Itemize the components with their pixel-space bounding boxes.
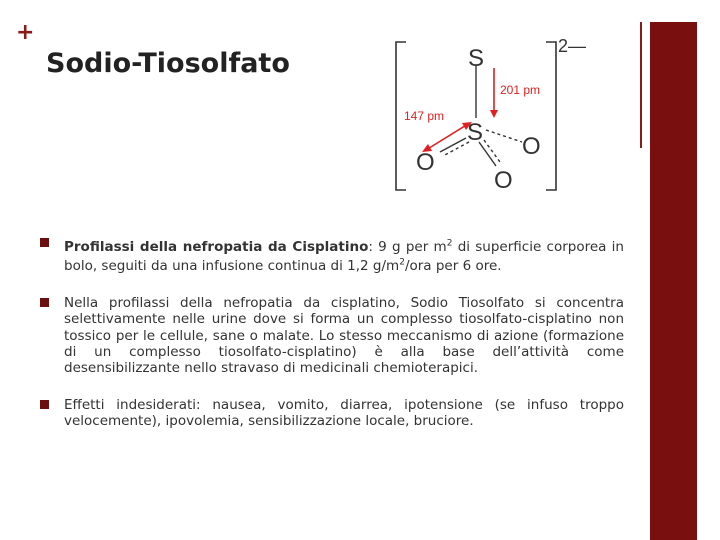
bullet-text-part: di superficie corporea in bolo, seguiti da una infusione continua di 1,2 g/m: [64, 238, 624, 275]
bullet-text-part: Nella profilassi della nefropatia da cisplatino, Sodio Tiosolfato si concentra selettivamente nelle urine dove si forma un complesso tiosolfato-cisplatino non tossico per le cellule, sane o malate. Lo stesso meccanismo di azione (formazione di un complesso tiosolfato-cisplatino) è alla base dell’attività come desensibilizzante nello stravaso di medicinali chemioterapici.: [64, 294, 624, 377]
atom-o-left: O: [416, 149, 435, 176]
bullet-marker: [40, 298, 49, 307]
bond-label-201: 201 pm: [500, 83, 541, 97]
bullet-bold-text: Profilassi della nefropatia da Cisplatino: [64, 238, 369, 255]
bond-label-147: 147 pm: [404, 109, 445, 123]
atom-o-right: O: [522, 133, 541, 160]
atom-o-bottom: O: [494, 167, 513, 194]
superscript: 2: [446, 238, 453, 248]
thiosulfate-structure-diagram: [390, 36, 598, 194]
slide-title: Sodio-Tiosolfato: [46, 48, 290, 79]
bullet-text: [64, 295, 624, 377]
bullet-text: [64, 239, 624, 275]
bullet-item-prophylaxis: [40, 235, 624, 275]
plus-icon: +: [16, 20, 35, 45]
charge-label: 2—: [558, 36, 587, 56]
atom-s-top: S: [468, 45, 485, 72]
atom-s-center: S: [467, 119, 484, 146]
right-bracket: [546, 42, 556, 190]
bond-s-o-bottom-dash: [484, 140, 500, 162]
bullet-list: [40, 235, 624, 430]
superscript: 2: [399, 257, 405, 268]
bullet-text-part: : 9 g per m: [368, 238, 447, 255]
bullet-text: [64, 397, 624, 429]
decorative-sidebar: [650, 22, 697, 540]
bullet-marker: [40, 400, 49, 409]
bullet-text-part: Effetti indesiderati: nausea, vomito, diarrea, ipotensione (se infuso troppo velocemente), ipovolemia, sensibilizzazione locale, bruciore.: [64, 396, 624, 430]
bullet-item-side-effects: [40, 397, 624, 430]
bullet-marker: [40, 238, 49, 247]
bullet-item-mechanism: [40, 295, 624, 377]
arrow-201-head: [490, 110, 498, 118]
bullet-text-part: /ora per 6 ore.: [404, 258, 502, 275]
decorative-line: [640, 22, 642, 148]
bond-s-o-right: [486, 130, 522, 142]
